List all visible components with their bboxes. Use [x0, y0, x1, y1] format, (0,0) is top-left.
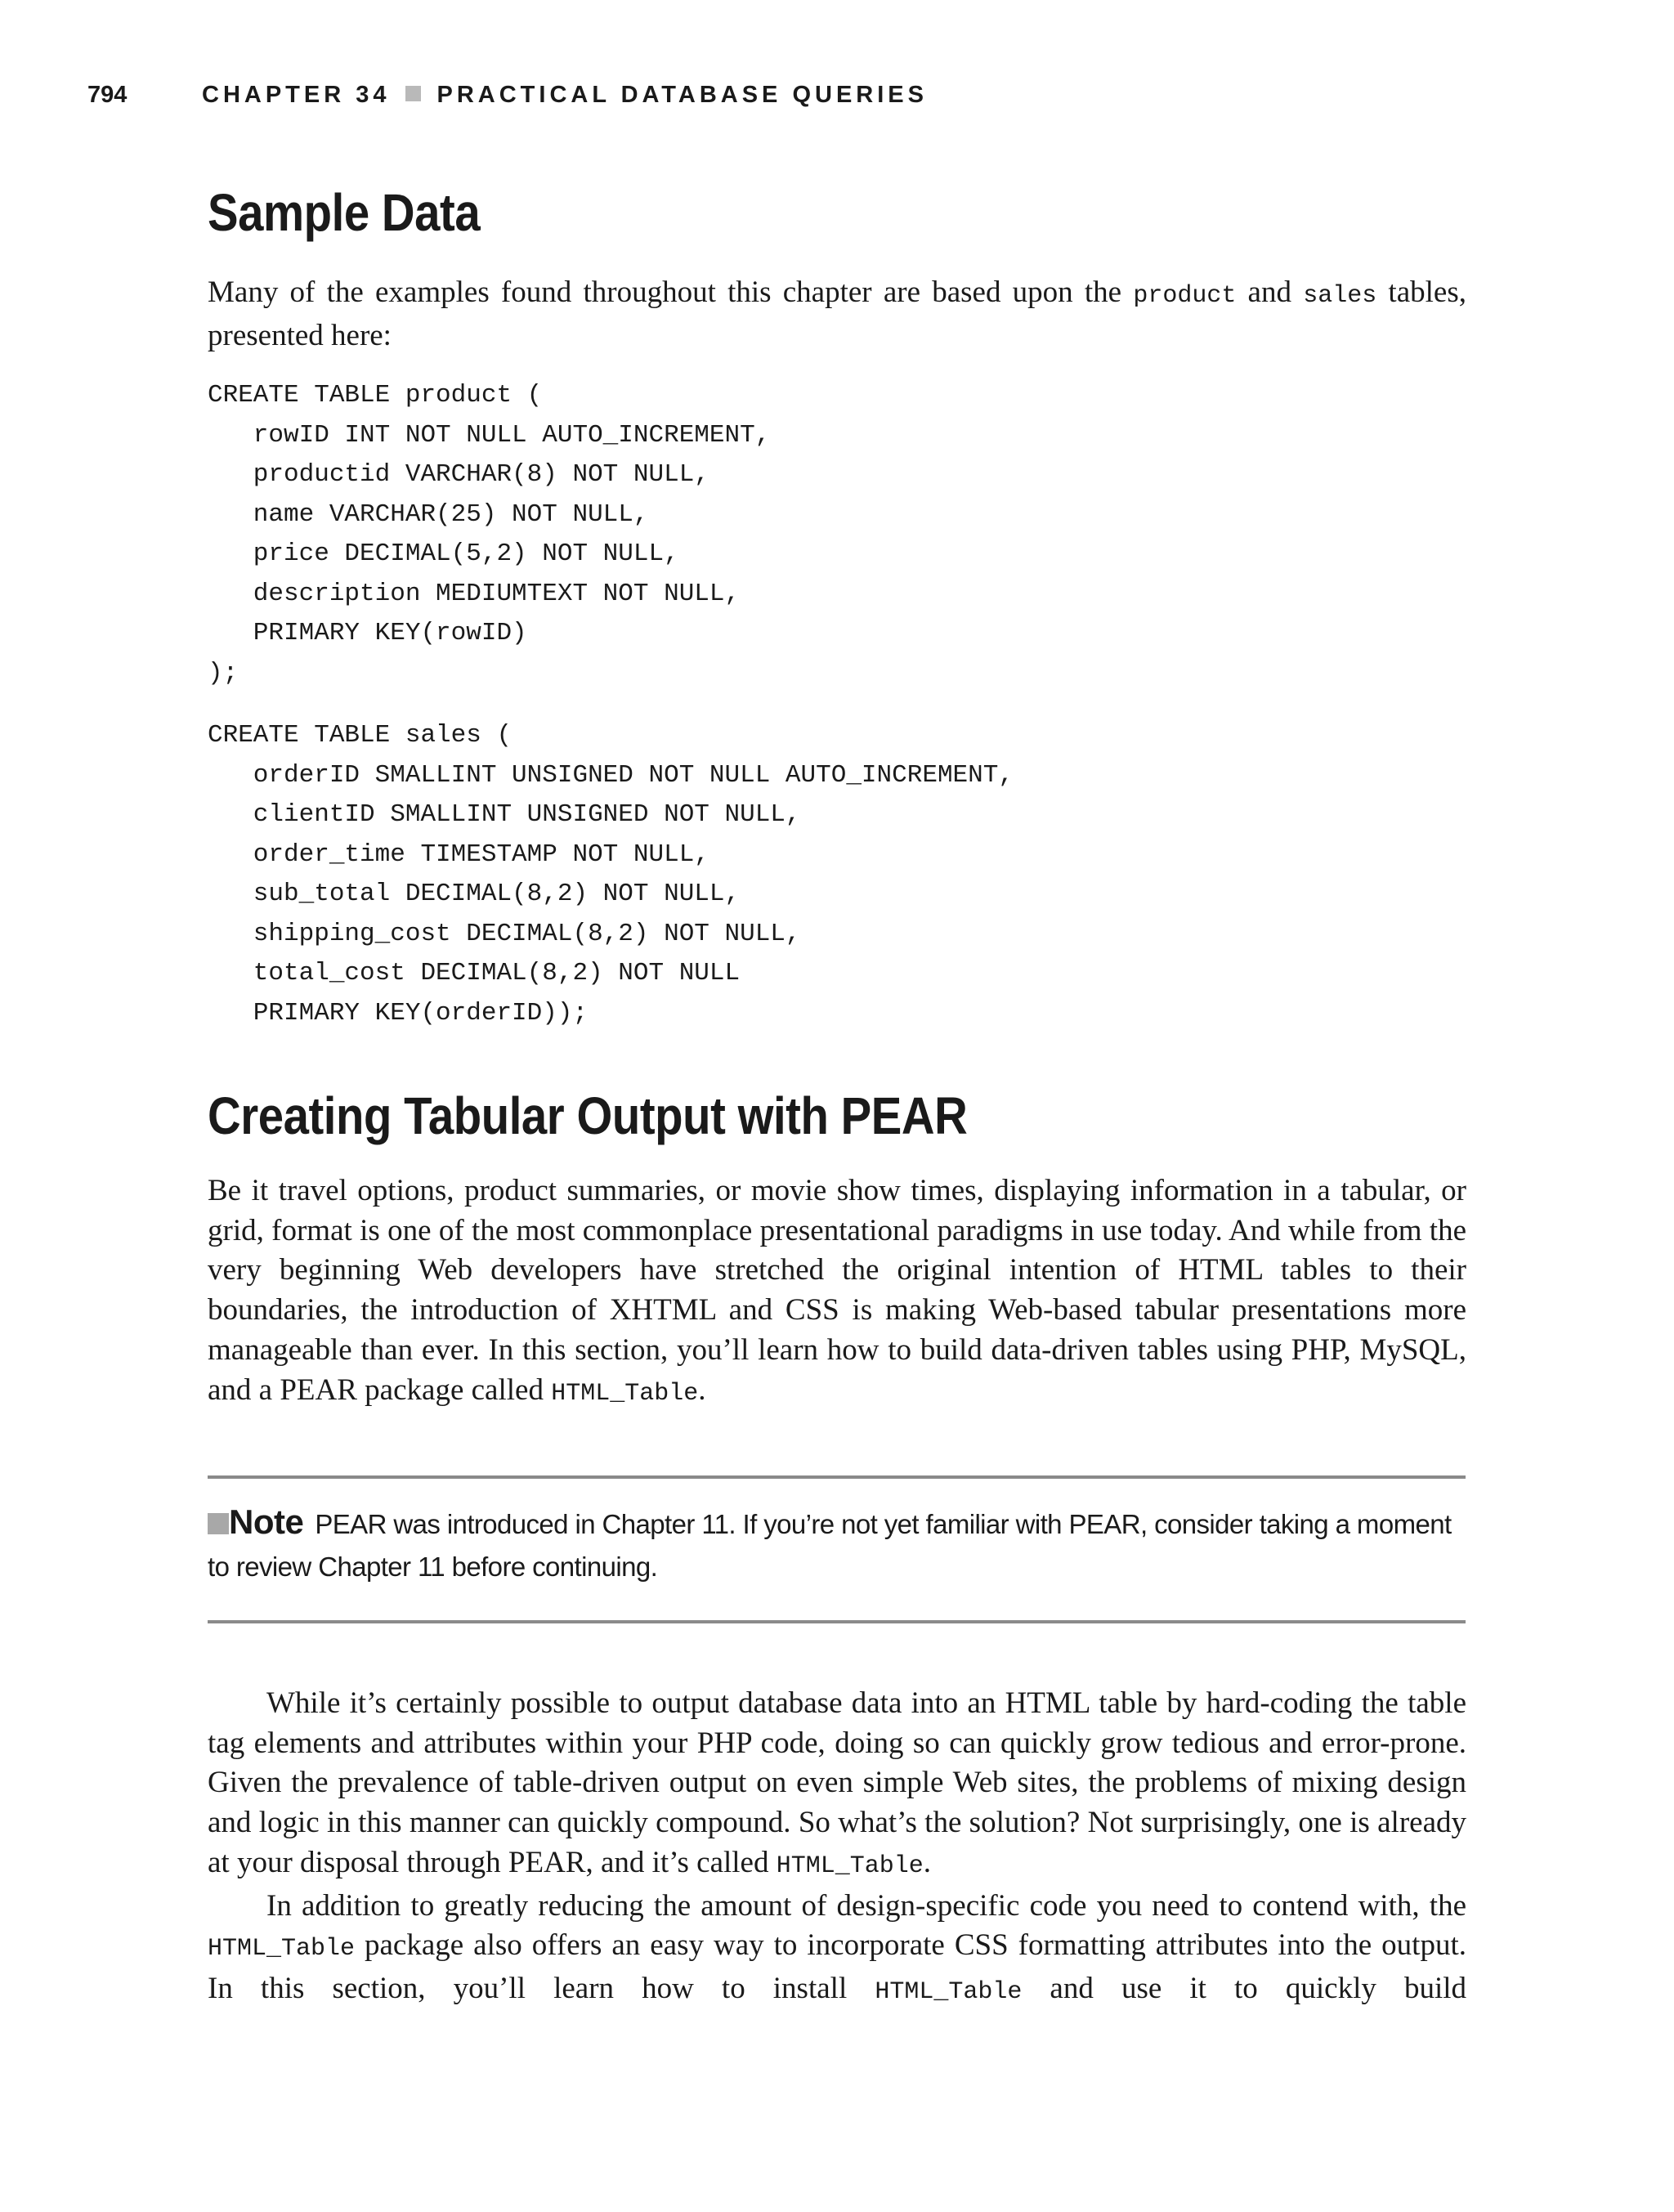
running-head [87, 82, 928, 109]
para3-code-html-table-1: HTML_Table [208, 1935, 356, 1963]
section-tabular-output [208, 1087, 1466, 1144]
para2-code-html-table: HTML_Table [776, 1852, 924, 1880]
tabular-paragraph-2 [208, 1684, 1466, 1887]
tabular-intro [208, 1171, 1466, 1413]
note-square-icon [208, 1513, 229, 1534]
code-create-sales: CREATE TABLE sales ( orderID SMALLINT UNSIGNED NOT NULL AUTO_INCREMENT, clientID SMALLINT UNSIGNED NOT NULL, order_time TIMESTAMP NOT NULL, sub_total DECIMAL(8,2) NOT NULL, shipping_cost DECIMAL(8,2) NOT NULL, total_cost DECIMAL(8,2) NOT NULL PRIMARY KEY(orderID)); [208, 721, 1014, 1028]
page-number: 794 [87, 82, 128, 108]
intro-code-sales: sales [1303, 282, 1377, 310]
para1-code-html-table: HTML_Table [551, 1379, 699, 1408]
separator-square-icon [405, 86, 421, 101]
section-sample-data [208, 184, 1466, 241]
note-box [208, 1501, 1466, 1588]
note-text: PEAR was introduced in Chapter 11. If you’re not yet familiar with PEAR, consider taking a moment to review Chapter 11 before continuing. [208, 1509, 1452, 1582]
note-top-rule [208, 1475, 1466, 1479]
tabular-paragraph-1 [208, 1171, 1466, 1413]
tabular-paragraph-3 [208, 1887, 1466, 2013]
intro-text-1: Many of the examples found throughout this chapter are based upon the [208, 275, 1134, 309]
intro-code-product: product [1133, 282, 1237, 310]
para1-end: . [698, 1372, 706, 1407]
intro-paragraph [208, 273, 1466, 356]
intro-text-3: tables, presented here: [208, 275, 1466, 352]
chapter-label: CHAPTER 34 [202, 82, 391, 108]
tabular-body [208, 1684, 1466, 2013]
para2-end: . [923, 1845, 932, 1879]
para2-text: While it’s certainly possible to output database data into an HTML table by hard-coding the table tag elements and attributes within your PHP code, doing so can quickly grow tedious and error-prone. Given the prevalence of table-driven output on even simple Web sites, the problems of mixing design and logic in this manner can quickly compound. So what’s the solution? Not surprisingly, one is already at your disposal through PEAR, and it’s called [208, 1686, 1466, 1879]
intro-text-2: and [1236, 275, 1304, 309]
note-bottom-rule [208, 1620, 1466, 1623]
para3-code-html-table-2: HTML_Table [875, 1977, 1023, 2006]
para1-text: Be it travel options, product summaries, or movie show times, displaying information in a tabular, or grid, format is one of the most commonplace presentational paradigms in use today. And while from the very beginning Web developers have stretched the original intention of HTML tables to their boundaries, the introduction of XHTML and CSS is making Web-based tabular presentations more manageable than ever. In this section, you’ll learn how to build data-driven tables using PHP, MySQL, and a PEAR package called [208, 1174, 1466, 1407]
para3-text-3: and use it to quickly build [1022, 1971, 1466, 2005]
heading-tabular-output: Creating Tabular Output with PEAR [208, 1086, 968, 1145]
para3-text-1: In addition to greatly reducing the amount of design-specific code you need to contend with, the [266, 1888, 1466, 1923]
section-label: PRACTICAL DATABASE QUERIES [436, 82, 928, 108]
heading-sample-data: Sample Data [208, 183, 481, 242]
note-label: Note [229, 1502, 304, 1541]
para3-text-2: package also offers an easy way to incorporate CSS formatting attributes into the output. In this section, you’ll learn how to install [208, 1928, 1466, 2005]
code-create-product: CREATE TABLE product ( rowID INT NOT NULL AUTO_INCREMENT, productid VARCHAR(8) NOT NULL, name VARCHAR(25) NOT NULL, price DECIMAL(5,2) NOT NULL, description MEDIUMTEXT NOT NULL, PRIMARY KEY(rowID) ); [208, 381, 771, 687]
sample-data-intro [208, 273, 1466, 356]
